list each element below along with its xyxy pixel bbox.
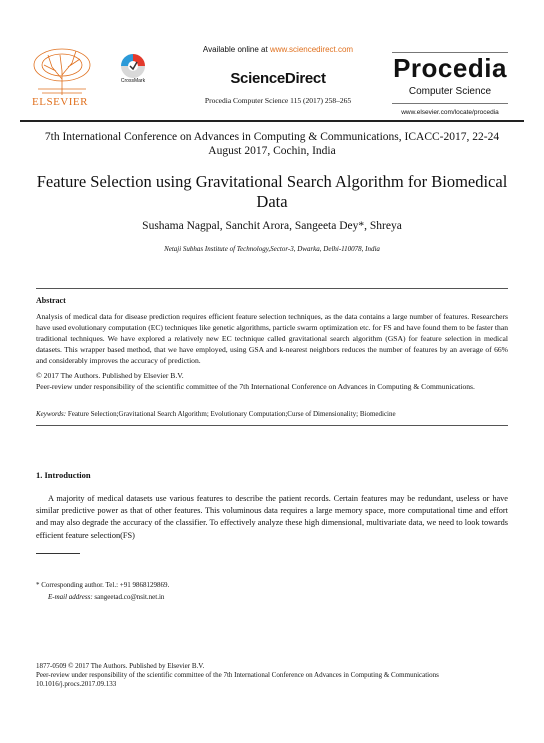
footnote-email [48, 592, 164, 602]
available-online-line [158, 45, 398, 54]
affiliation: Netaji Subhas Institute of Technology,Sector-3, Dwarka, Delhi-110078, India [164, 245, 380, 253]
keywords-text: Feature Selection;Gravitational Search Algorithm; Evolutionary Computation;Curse of Dimensionality; Biomedicine [67, 410, 396, 418]
email-address[interactable]: sangeetad.co@nsit.net.in [94, 593, 165, 601]
conference-line: 7th International Conference on Advances in Computing & Communications, ICACC-2017, 22-24 August 2017, Cochin, India [44, 131, 500, 157]
section-heading: 1. Introduction [36, 470, 91, 480]
bottom-notice [36, 662, 508, 689]
header-divider [20, 120, 524, 122]
copyright-line: © 2017 The Authors. Published by Elsevier B.V. [36, 371, 184, 380]
peer-review-line: Peer-review under responsibility of the scientific committee of the 7th International Conference on Advances in Computing & Communications. [36, 382, 475, 391]
publisher-logo-text: ELSEVIER [32, 96, 88, 108]
issn-line: 1877-0509 © 2017 The Authors. Published by Elsevier B.V. [36, 662, 205, 670]
abstract-bottom-divider [36, 425, 508, 426]
sciencedirect-logo: ScienceDirect [230, 70, 326, 87]
procedia-subtitle: Computer Science [408, 86, 492, 97]
crossmark-label: CrossMark [120, 78, 146, 84]
email-label: E-mail address: [48, 593, 93, 601]
available-online-prefix: Available online at [202, 45, 268, 54]
journal-reference: Procedia Computer Science 115 (2017) 258–265 [204, 96, 352, 105]
doi-line[interactable]: 10.1016/j.procs.2017.09.133 [36, 680, 117, 688]
elsevier-tree-logo [26, 45, 98, 97]
abstract-heading: Abstract [36, 296, 66, 305]
footnote-corresponding: * Corresponding author. Tel.: +91 9868129869. [36, 581, 170, 589]
procedia-url[interactable]: www.elsevier.com/locate/procedia [401, 109, 499, 116]
footnote-rule [36, 553, 80, 554]
bottom-peer-review: Peer-review under responsibility of the scientific committee of the 7th International Conference on Advances in Computing & Communications [36, 671, 439, 679]
abstract-text: Analysis of medical data for disease prediction requires efficient feature selection techniques, as the data contains a large number of features. Researchers have used evolutionary computation (EC) techniques like genetic algorithms, particle swarm optimization etc. for FS and have found them to be faster than traditional techniques. We have explored a relatively new EC technique called gravitational search algorithm (GSA) for feature selection in medical datasets. This wrapper based method, that we have employed, using GSA and k-nearest neighbors reduces the number of features by an average of 66% and considerably improves the accuracy of prediction. [36, 312, 508, 365]
author-list: Sushama Nagpal, Sanchit Arora, Sangeeta Dey*, Shreya [142, 220, 402, 232]
keywords-label: Keywords: [36, 410, 67, 418]
copyright-block [36, 370, 508, 392]
keywords [36, 409, 508, 419]
procedia-title: Procedia [393, 53, 507, 83]
sciencedirect-link[interactable]: www.sciencedirect.com [269, 45, 354, 54]
paper-title: Feature Selection using Gravitational Search Algorithm for Biomedical Data [36, 172, 508, 211]
abstract-top-divider [36, 288, 508, 289]
introduction-text: A majority of medical datasets use various features to describe the patient records. Certain features may be redundant, useless or have similar predictive power as that of other features. This voluminous data requires a large memory space, more computational time and effort and may also degrade the accuracy of the classifier. To effectively analyze these high dimensional, multivariate data, we need to look towards efficient feature selection(FS) [36, 494, 508, 540]
